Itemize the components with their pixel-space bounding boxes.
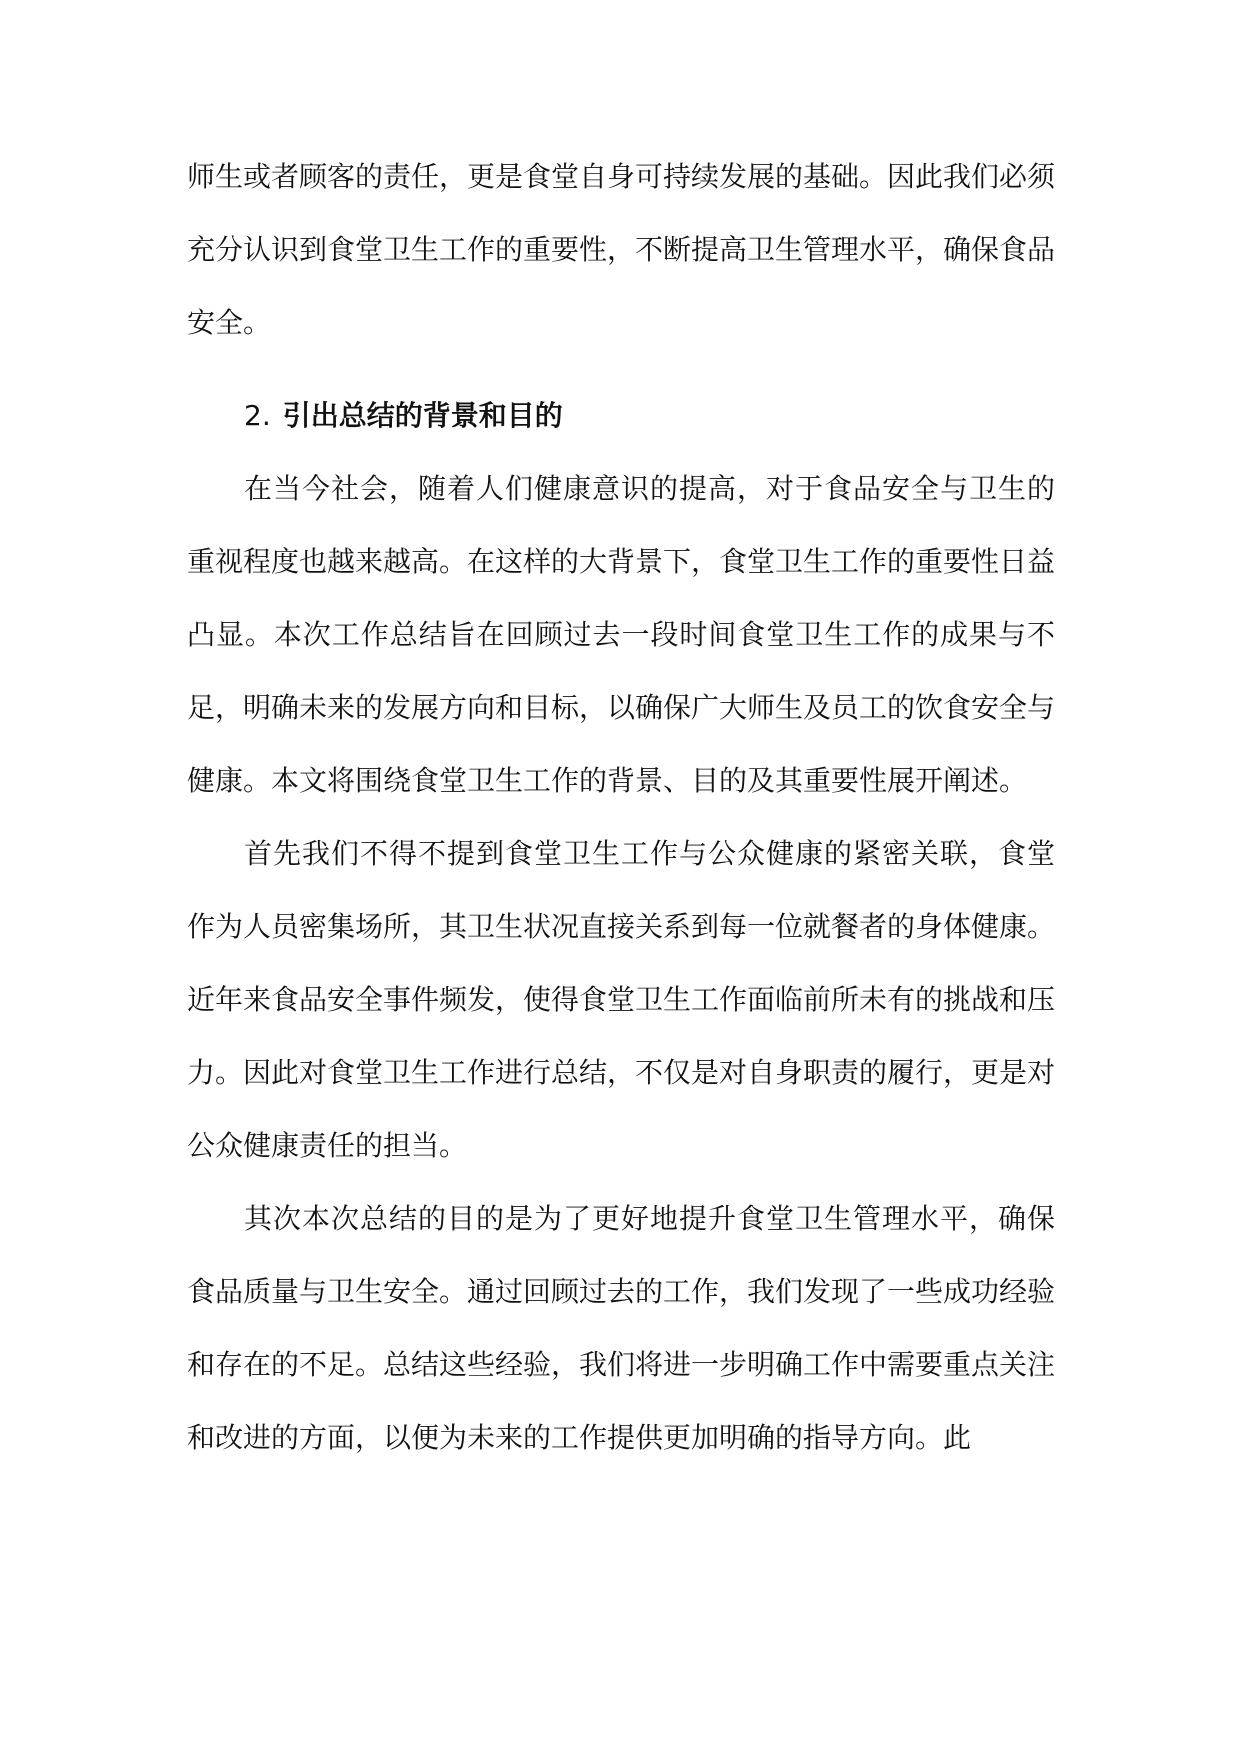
paragraph-continued: 师生或者顾客的责任，更是食堂自身可持续发展的基础。因此我们必须充分认识到食堂卫生工作的重要性，不断提高卫生管理水平，确保食品安全。	[187, 160, 1056, 339]
paragraph-3: 其次本次总结的目的是为了更好地提升食堂卫生管理水平，确保食品质量与卫生安全。通过回顾过去的工作，我们发现了一些成功经验和存在的不足。总结这些经验，我们将进一步明确工作中需要重点关注和改进的方面，以便为未来的工作提供更加明确的指导方向。此	[187, 1202, 1056, 1454]
section-title: 引出总结的背景和目的	[282, 399, 563, 432]
section-number: 2.	[244, 399, 271, 432]
paragraph-1: 在当今社会，随着人们健康意识的提高，对于食品安全与卫生的重视程度也越来越高。在这样的大背景下，食堂卫生工作的重要性日益凸显。本次工作总结旨在回顾过去一段时间食堂卫生工作的成果与不足，明确未来的发展方向和目标，以确保广大师生及员工的饮食安全与健康。本文将围绕食堂卫生工作的背景、目的及其重要性展开阐述。	[187, 472, 1056, 797]
section-heading	[187, 379, 1055, 452]
document-body	[187, 140, 1055, 1474]
paragraph-2: 首先我们不得不提到食堂卫生工作与公众健康的紧密关联，食堂作为人员密集场所，其卫生状况直接关系到每一位就餐者的身体健康。近年来食品安全事件频发，使得食堂卫生工作面临前所未有的挑战和压力。因此对食堂卫生工作进行总结，不仅是对自身职责的履行，更是对公众健康责任的担当。	[187, 837, 1056, 1162]
